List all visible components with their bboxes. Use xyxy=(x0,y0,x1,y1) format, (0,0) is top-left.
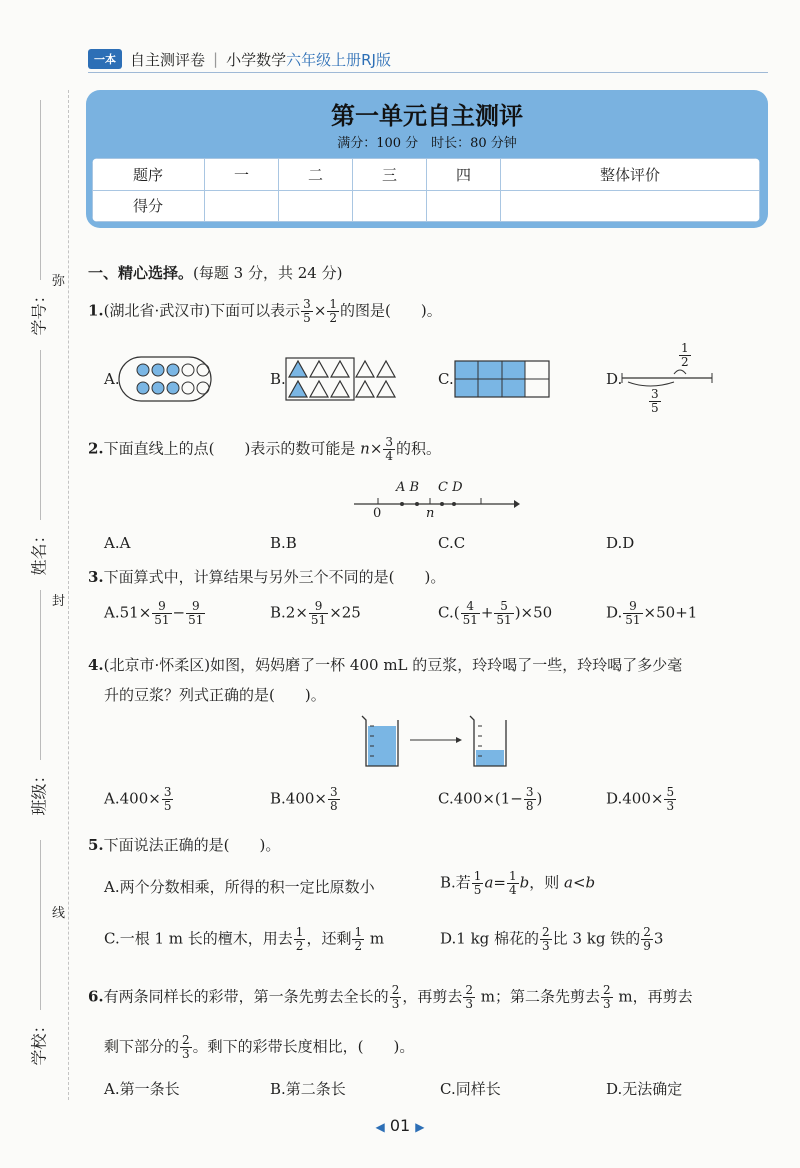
header-divider xyxy=(88,72,768,73)
option-text: D.1 kg 棉花的 xyxy=(440,929,540,948)
numerator: 3 xyxy=(525,785,534,799)
field-line xyxy=(40,350,41,520)
question-text: ，再剪去 xyxy=(402,987,463,1006)
option-text: D.400× xyxy=(606,789,664,808)
option-text: D. xyxy=(606,603,623,622)
score-table xyxy=(92,158,760,222)
denominator: 2 xyxy=(681,355,689,369)
denominator: 3 xyxy=(391,997,400,1011)
option-a[interactable]: A.第一条长 xyxy=(104,1080,180,1098)
question-text: 下面直线上的点( )表示的数可能是 xyxy=(103,439,361,458)
option-text: ) xyxy=(536,789,543,808)
point-labels-ab: A B xyxy=(396,480,420,495)
score-input-cell[interactable] xyxy=(427,190,501,222)
option-c-label[interactable]: C. xyxy=(438,370,454,388)
denominator: 5 xyxy=(651,401,659,415)
numerator: 3 xyxy=(330,785,338,799)
option-b[interactable] xyxy=(270,786,341,813)
denominator: 2 xyxy=(295,939,304,953)
variable-n: n xyxy=(360,439,370,458)
option-c[interactable]: C.同样长 xyxy=(440,1080,501,1098)
denominator: 8 xyxy=(330,799,338,813)
question-text: 有两条同样长的彩带，第一条先剪去全长的 xyxy=(103,987,389,1006)
numerator: 2 xyxy=(182,1033,190,1047)
fraction xyxy=(641,926,653,953)
numerator: 2 xyxy=(465,983,473,997)
prev-arrow-icon: ◀ xyxy=(375,1120,385,1134)
option-d[interactable]: D.无法确定 xyxy=(606,1080,683,1098)
option-a[interactable] xyxy=(104,600,206,627)
numerator: 1 xyxy=(295,925,304,939)
question-2 xyxy=(88,436,441,463)
question-text: 的图是( )。 xyxy=(340,301,442,320)
denominator: 2 xyxy=(329,311,338,325)
option-text: ×50+1 xyxy=(643,603,698,622)
question-number: 4. xyxy=(88,656,104,674)
fraction xyxy=(328,786,340,813)
question-text: 如图，妈妈磨了一杯 400 mL 的豆浆，玲玲喝了一些，玲玲喝了多少毫 xyxy=(210,656,683,674)
fraction xyxy=(664,786,676,813)
question-1 xyxy=(88,298,442,325)
question-text: 。剩下的彩带长度相比，( )。 xyxy=(192,1037,415,1056)
question-source: (北京市·怀柔区) xyxy=(103,656,211,674)
question-text: 下面说法正确的是( )。 xyxy=(103,836,281,854)
question-number: 5. xyxy=(88,836,104,854)
numerator: 3 xyxy=(651,387,659,401)
question-text: m，再剪去 xyxy=(613,987,693,1006)
score-cell: 三 xyxy=(353,159,427,191)
score-input-cell[interactable] xyxy=(501,190,760,222)
numerator: 9 xyxy=(152,600,171,614)
numerator: 5 xyxy=(666,785,675,799)
page-number: 01 xyxy=(389,1116,411,1135)
school-label: 学校： xyxy=(29,1017,49,1066)
numerator: 1 xyxy=(329,297,338,311)
fraction xyxy=(601,984,613,1011)
option-text: C.一根 1 m 长的檀木，用去 xyxy=(104,929,293,948)
denominator: 51 xyxy=(496,613,512,627)
question-4 xyxy=(88,654,682,675)
grade-name: 六年级上册RJ版 xyxy=(286,50,391,69)
score-cell: 四 xyxy=(427,159,501,191)
fraction xyxy=(383,436,395,463)
option-c[interactable]: C.C xyxy=(438,534,466,552)
fraction xyxy=(309,600,328,627)
denominator: 3 xyxy=(182,1047,190,1061)
score-cell: 题序 xyxy=(93,159,205,191)
denominator: 3 xyxy=(602,997,611,1011)
option-d[interactable] xyxy=(440,926,663,953)
option-c[interactable] xyxy=(438,786,542,813)
denominator: 3 xyxy=(465,997,473,1011)
seal-char-feng: 封 xyxy=(52,594,66,609)
score-input-cell[interactable] xyxy=(353,190,427,222)
section-heading: 一、精心选择。 xyxy=(88,264,194,282)
denominator: 3 xyxy=(666,799,675,813)
denominator: 51 xyxy=(188,613,204,627)
field-line xyxy=(40,840,41,1010)
option-text: )×50 xyxy=(514,603,553,622)
denominator: 51 xyxy=(310,613,327,627)
option-b[interactable]: B.B xyxy=(270,534,297,552)
fraction xyxy=(507,870,519,897)
option-text: ，还剩 xyxy=(306,929,352,948)
score-table-header-row xyxy=(93,159,760,191)
fraction xyxy=(649,388,661,415)
denominator: 5 xyxy=(303,311,311,325)
fraction xyxy=(390,984,402,1011)
equals-sign: = xyxy=(493,873,506,892)
denominator: 51 xyxy=(462,613,478,627)
option-b-triangles-figure xyxy=(284,356,400,402)
score-table-score-row xyxy=(93,190,760,222)
option-text: B.若 xyxy=(440,873,471,892)
option-text: m xyxy=(365,929,385,948)
binding-line xyxy=(68,90,69,1100)
score-cell: 一 xyxy=(205,159,279,191)
fraction xyxy=(186,600,205,627)
option-c[interactable] xyxy=(438,600,552,627)
denominator: 5 xyxy=(163,799,172,813)
numerator: 4 xyxy=(461,600,480,614)
question-number: 3. xyxy=(88,568,104,586)
times-sign: × xyxy=(313,301,327,320)
question-number: 2. xyxy=(88,439,104,458)
subject-name: 小学数学 xyxy=(226,50,287,69)
question-5 xyxy=(88,834,280,855)
option-text: C.( xyxy=(438,603,460,622)
soymilk-cups-figure xyxy=(360,712,510,770)
option-a[interactable]: A.两个分数相乘，所得的积一定比原数小 xyxy=(104,878,375,896)
question-4-line2: 升的豆浆？列式正确的是( )。 xyxy=(104,686,326,704)
option-c[interactable] xyxy=(104,926,384,953)
option-a-label[interactable]: A. xyxy=(104,370,120,388)
question-number: 1. xyxy=(88,301,104,320)
fraction xyxy=(494,600,513,627)
denominator: 9 xyxy=(643,939,651,953)
fraction xyxy=(623,600,642,627)
score-cell: 得分 xyxy=(93,190,205,222)
denominator: 4 xyxy=(385,449,394,463)
option-text: A.51× xyxy=(104,603,152,622)
denominator: 2 xyxy=(354,939,363,953)
seal-char-xian: 线 xyxy=(52,906,66,921)
option-d-segment-figure xyxy=(620,364,714,394)
minus-sign: − xyxy=(172,603,186,622)
score-cell: 二 xyxy=(279,159,353,191)
fraction xyxy=(352,926,364,953)
numerator: 1 xyxy=(508,869,517,883)
option-d[interactable] xyxy=(606,600,697,627)
n-label: n xyxy=(426,506,435,521)
header-separator: | xyxy=(213,50,219,68)
numerator: 5 xyxy=(494,600,513,614)
variable-a: a xyxy=(564,873,573,892)
variable-b: b xyxy=(519,873,530,892)
student-id-label: 学号： xyxy=(29,287,49,336)
option-a[interactable] xyxy=(104,786,174,813)
fraction xyxy=(540,926,552,953)
option-text: ，则 xyxy=(529,873,564,892)
numerator: 2 xyxy=(391,983,400,997)
option-text: A.400× xyxy=(104,789,161,808)
option-b[interactable]: B.第二条长 xyxy=(270,1080,346,1098)
field-line xyxy=(40,590,41,760)
option-b[interactable] xyxy=(440,870,595,897)
denominator: 5 xyxy=(473,883,482,897)
fraction xyxy=(461,600,480,627)
denominator: 51 xyxy=(625,613,641,627)
numerator: 3 xyxy=(163,785,172,799)
score-input-cell[interactable] xyxy=(279,190,353,222)
numerator: 9 xyxy=(186,600,205,614)
fraction xyxy=(301,298,313,325)
score-cell: 整体评价 xyxy=(501,159,760,191)
option-a-circles-figure xyxy=(118,356,212,402)
next-arrow-icon: ▶ xyxy=(415,1120,425,1134)
times-sign: × xyxy=(369,439,383,458)
option-text: B.2× xyxy=(270,603,308,622)
fraction xyxy=(472,870,484,897)
class-label: 班级： xyxy=(29,767,49,816)
option-b[interactable] xyxy=(270,600,361,627)
question-6-line2 xyxy=(104,1034,414,1061)
question-source: (湖北省·武汉市) xyxy=(103,301,211,320)
page-footer xyxy=(370,1116,430,1135)
option-text: C.400×(1− xyxy=(438,789,523,808)
question-text: m；第二条先剪去 xyxy=(475,987,600,1006)
page-subtitle: 满分：100 分 时长：80 分钟 xyxy=(337,136,517,151)
field-line xyxy=(40,100,41,280)
numerator: 3 xyxy=(303,297,311,311)
section-note: (每题 3 分，共 24 分) xyxy=(193,264,343,282)
denominator: 8 xyxy=(525,799,534,813)
option-d-label[interactable]: D. xyxy=(606,370,623,388)
question-3 xyxy=(88,566,445,587)
option-text: 比 3 kg 铁的 xyxy=(552,929,641,948)
option-text: B.400× xyxy=(270,789,327,808)
plus-sign: + xyxy=(480,603,494,622)
name-label: 姓名： xyxy=(29,527,49,576)
page-header xyxy=(88,46,391,72)
option-a[interactable]: A.A xyxy=(104,534,131,552)
numerator: 2 xyxy=(643,925,651,939)
seal-char-mi: 弥 xyxy=(52,274,66,289)
score-input-cell[interactable] xyxy=(205,190,279,222)
numerator: 1 xyxy=(473,869,482,883)
fraction xyxy=(524,786,536,813)
less-than-sign: < xyxy=(572,873,586,892)
fraction xyxy=(679,342,691,369)
question-number: 6. xyxy=(88,987,104,1006)
numerator: 2 xyxy=(542,925,550,939)
section-title xyxy=(88,262,342,283)
option-c-grid-figure xyxy=(454,360,550,398)
denominator: 4 xyxy=(508,883,517,897)
question-6 xyxy=(88,984,693,1011)
brand-badge: 一本 xyxy=(88,49,122,69)
variable-a: a xyxy=(484,873,494,892)
numerator: 1 xyxy=(354,925,363,939)
numerator: 9 xyxy=(623,600,642,614)
question-text: 的积。 xyxy=(396,439,442,458)
variable-b: b xyxy=(585,873,596,892)
numerator: 3 xyxy=(385,435,394,449)
denominator: 3 xyxy=(542,939,550,953)
option-d[interactable] xyxy=(606,786,677,813)
question-text: 剩下部分的 xyxy=(104,1037,180,1056)
fraction xyxy=(152,600,171,627)
fraction xyxy=(162,786,174,813)
point-labels-cd: C D xyxy=(438,480,463,495)
fraction xyxy=(180,1034,192,1061)
page-title: 第一单元自主测评 xyxy=(331,102,523,130)
option-d[interactable]: D.D xyxy=(606,534,635,552)
fraction xyxy=(294,926,306,953)
fraction xyxy=(463,984,475,1011)
denominator: 51 xyxy=(154,613,170,627)
numerator: 1 xyxy=(681,341,689,355)
series-name: 自主测评卷 xyxy=(130,50,206,69)
fraction xyxy=(327,298,339,325)
option-text: ×25 xyxy=(329,603,361,622)
question-text: 下面可以表示 xyxy=(210,301,301,320)
numerator: 9 xyxy=(309,600,328,614)
question-text: 下面算式中，计算结果与另外三个不同的是( )。 xyxy=(103,568,446,586)
option-b-label[interactable]: B. xyxy=(270,370,286,388)
option-text: 3 xyxy=(653,929,664,948)
zero-label: 0 xyxy=(373,506,382,521)
numerator: 2 xyxy=(602,983,611,997)
